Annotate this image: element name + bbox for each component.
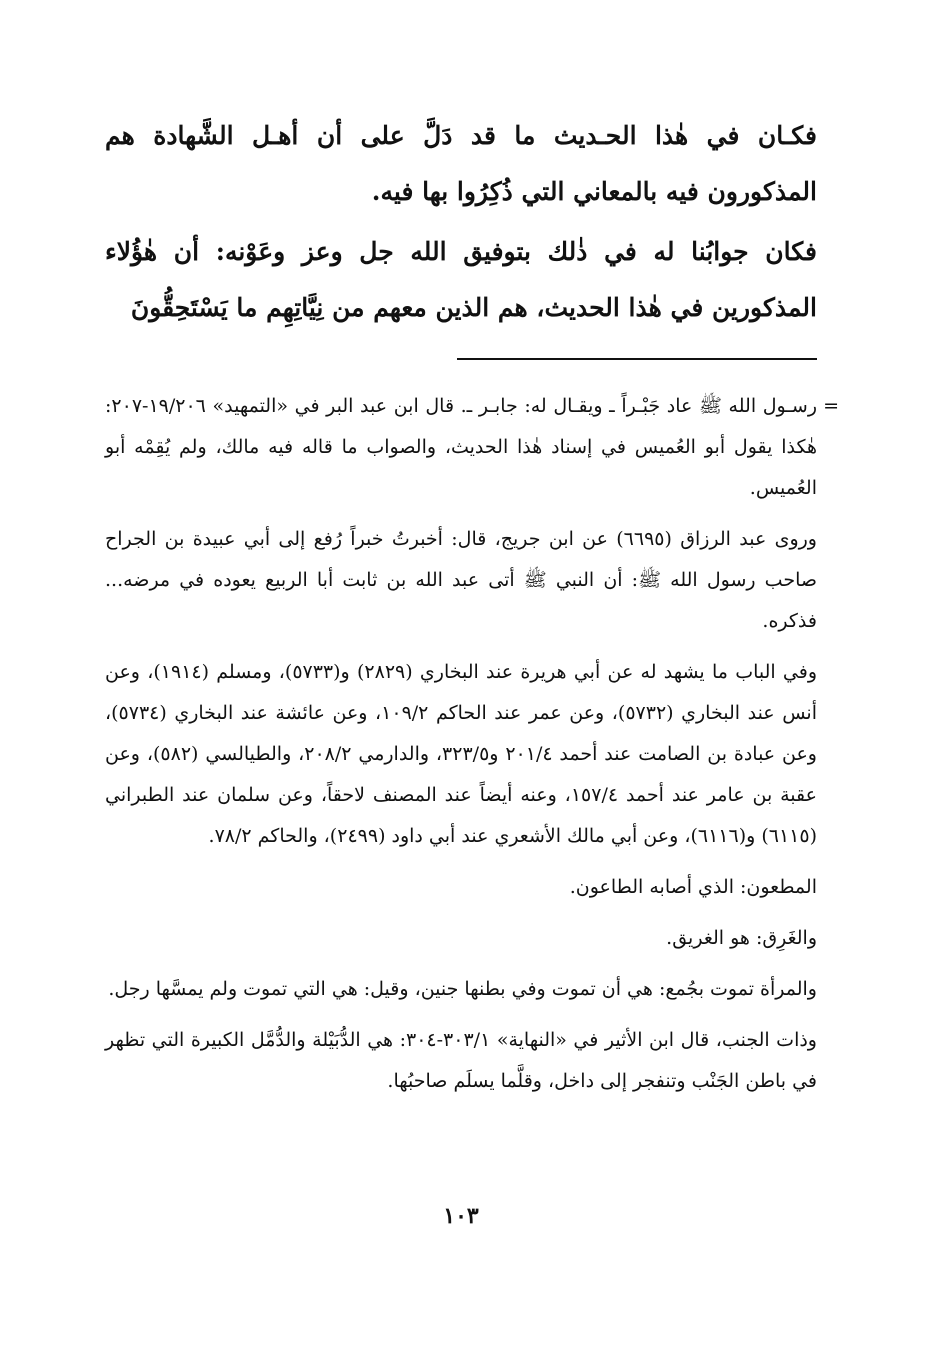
footnote-paragraph-3: وفي الباب ما يشهد له عن أبي هريرة عند البخاري (٢٨٢٩) و(٥٧٣٣)، ومسلم (١٩١٤)، وعن أنس عند البخاري (٥٧٣٢)، وعن عمر عند الحاكم ١٠٩/٢، وعن عائشة عند البخاري (٥٧٣٤)، وعن عبادة بن الصامت عند أحمد ٢٠١/٤ و٣٢٣/٥، والدارمي ٢٠٨/٢، والطيالسي (٥٨٢)، وعن عقبة بن عامر عند أحمد ١٥٧/٤، وعنه أيضاً عند المصنف لاحقاً، وعن سلمان عند الطبراني (٦١١٥) و(٦١١٦)، وعن أبي مالك الأشعري عند أبي داود (٢٤٩٩)، والحاكم ٧٨/٢.: [105, 661, 818, 847]
footnote-paragraph-6: والمرأة تموت بجُمع: هي أن تموت وفي بطنها جنين، وقيل: هي التي تموت ولم يمسَّها رجل.: [108, 978, 817, 1000]
page-number: ١٠٣: [443, 1203, 479, 1229]
footnote-paragraph-1: رسـول الله ﷺ عاد جَبْـراً ـ ويقـال له: جابـر ـ. قال ابن عبد البر في «التمهيد» ١٩/٢٠٦-٢٠٧: هٰكذا يقول أبو العُميس في إسناد هٰذا الحديث، والصواب ما قاله فيه مالك، ولم يُقِمْه أبو العُميس.: [105, 395, 817, 499]
footnote-separator-line: [457, 358, 817, 360]
footnotes-section: [105, 386, 839, 1112]
footnote-continuation-mark: =: [823, 395, 839, 417]
main-paragraph-2: فكان جوابُنا له في ذٰلك بتوفيق الله جل وعز وعَوْنه: أن هٰؤُلاء المذكورين في هٰذا الحديث، هم الذين معهم من نِيَّاتِهِم ما يَسْتَحِقُّونَ: [105, 237, 817, 322]
main-text: [105, 108, 817, 340]
footnote-paragraph-7: وذات الجنب، قال ابن الأثير في «النهاية» ٣٠٣/١-٣٠٤: هي الدُّبَيْلة والدُّمَّل الكبيرة التي تظهر في باطن الجَنْب وتنفجر إلى داخل، وقلَّما يسلَم صاحبُها.: [105, 1029, 817, 1092]
footnote-paragraph-5: والغَرِق: هو الغريق.: [666, 927, 817, 949]
footnote-paragraph-2: وروى عبد الرزاق (٦٦٩٥) عن ابن جريج، قال: أخبرتُ خبراً رُفع إلى أبي عبيدة بن الجراح صاحب رسول الله ﷺ: أن النبي ﷺ أتى عبد الله بن ثابت أبا الربيع يعوده في مرضه... فذكره.: [105, 528, 817, 632]
footnote-paragraph-4: المطعون: الذي أصابه الطاعون.: [569, 876, 817, 898]
main-paragraph-1: فكـان في هٰذا الحـديث ما قد دَلَّ على أن أهـل الشَّهادة هم المذكورون فيه بالمعاني التي ذُكِرُوا بها فيه.: [105, 121, 817, 206]
book-page: [105, 108, 839, 1338]
